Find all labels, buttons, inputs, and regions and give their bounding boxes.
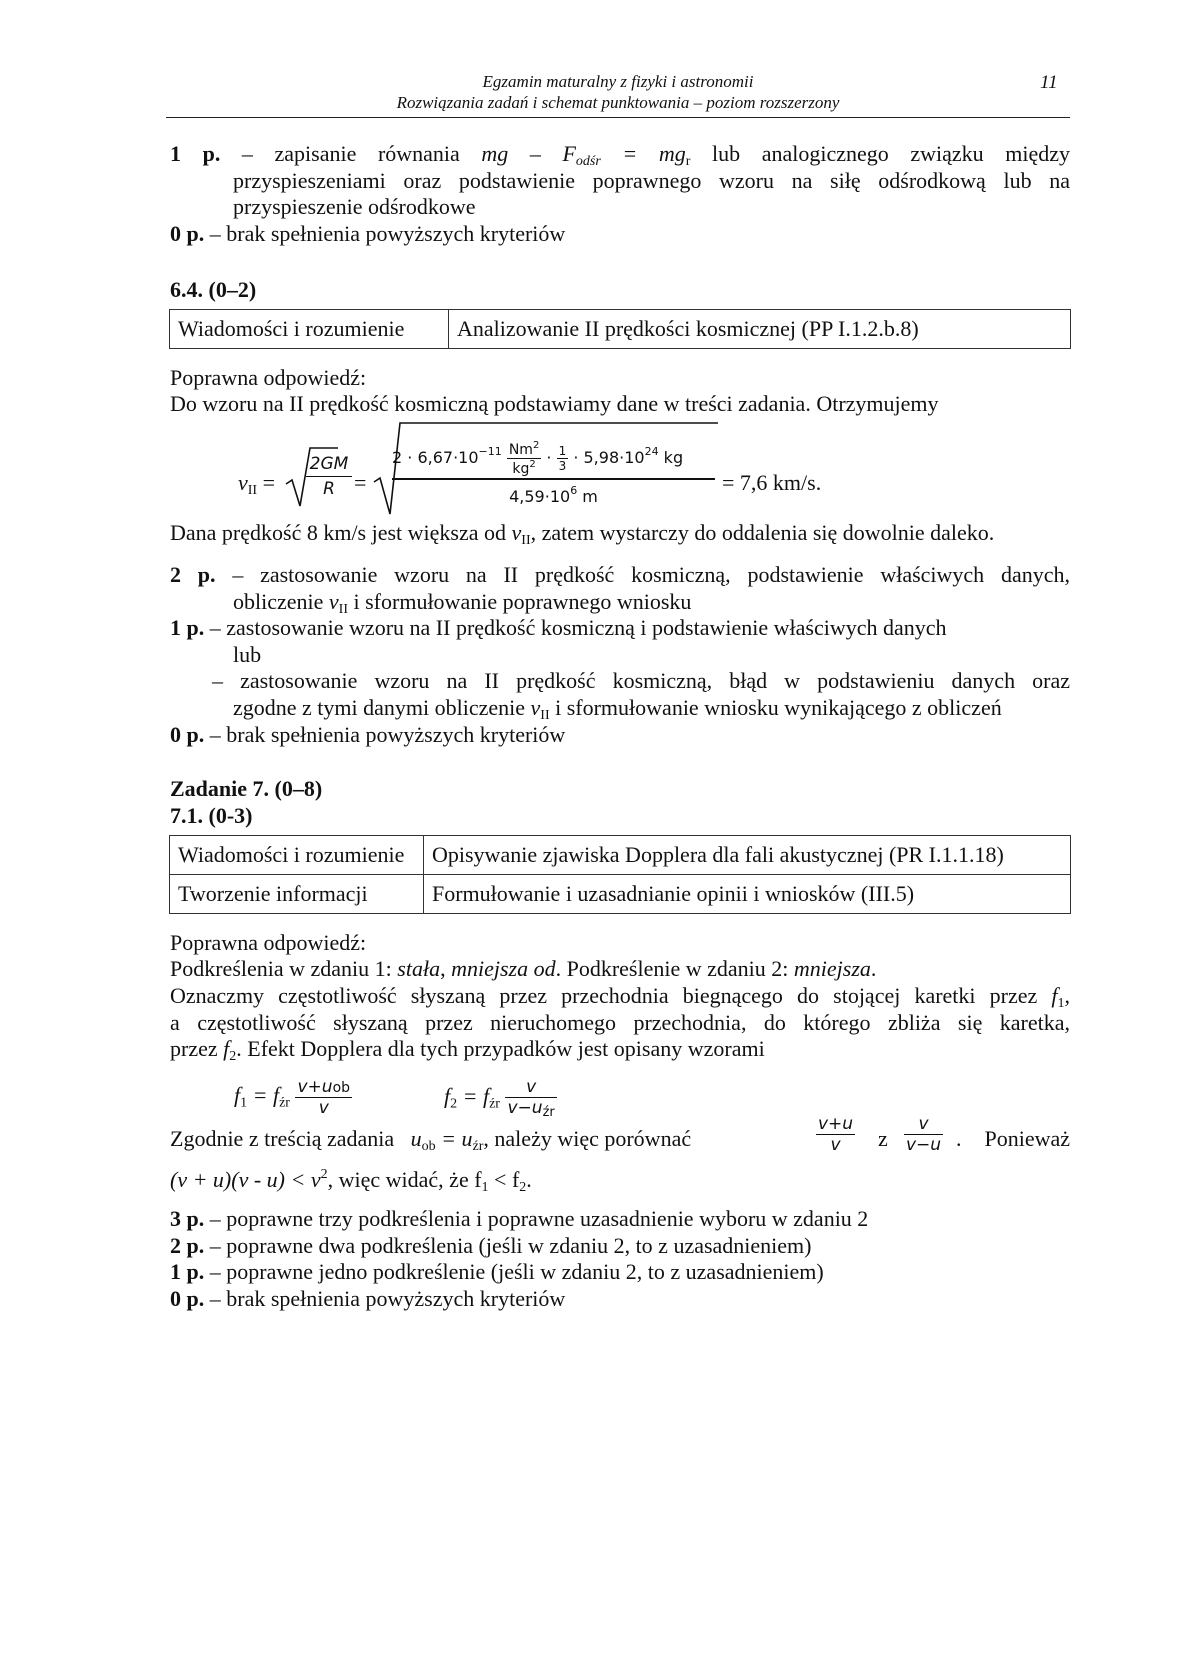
task-7-1-table <box>169 835 1071 914</box>
criterion-1p-or: lub <box>233 642 262 667</box>
criterion-0p: 0 p. – brak spełnienia powyższych kryteriów <box>170 221 566 246</box>
criterion-0p: 0 p. – brak spełnienia powyższych kryteriów <box>170 1286 566 1311</box>
criterion-1p-line1: 1 p. – zapisanie równania mg – $F_{odśr} = mg_r$ lub analogicznego związku między <box>170 141 1070 169</box>
table-cell: Formułowanie i uzasadnianie opinii i wniosków (III.5) <box>424 875 1071 914</box>
header-title: Egzamin maturalny z fizyki i astronomii <box>482 72 754 91</box>
answer-label: Poprawna odpowiedź: <box>170 930 367 955</box>
criterion-2p-line1: 2 p. – zastosowanie wzoru na II prędkość kosmiczną, podstawienie właściwych danych, <box>170 562 1070 587</box>
task-6-4-title: 6.4. (0–2) <box>170 277 257 302</box>
criterion-1p-line2: przyspieszeniami oraz podstawienie poprawnego wzoru na siłę odśrodkową lub na <box>233 168 1070 193</box>
criterion-0p: 0 p. – brak spełnienia powyższych kryteriów <box>170 722 566 747</box>
compare-z: z <box>878 1126 888 1151</box>
compare-fraction-2: $\frac{v}{v-u}$ <box>906 1114 942 1155</box>
formula-big-denominator: $4,59\cdot 10^6$ m <box>509 484 598 506</box>
criterion-2p-line2: obliczenie $v_{II}$ i sformułowanie poprawnego wniosku <box>233 589 692 617</box>
criterion-2p: 2 p. – poprawne dwa podkreślenia (jeśli w zdaniu 2, to z uzasadnieniem) <box>170 1233 812 1258</box>
formula-eq: = <box>354 470 367 495</box>
task-6-4-conclusion: Dana prędkość 8 km/s jest większa od $v_{II}$, zatem wystarczy do oddalenia się dowolnie daleko. <box>170 520 995 548</box>
compare-fraction-1: $\frac{v+u}{v}$ <box>818 1114 854 1155</box>
compare-ponieważ: . Ponieważ <box>956 1126 1070 1151</box>
task-7-compare: Zgodnie z treścią zadania $u_{ob} = u_{źr}$, należy więc porównać <box>170 1126 692 1154</box>
task-6-4-table <box>169 309 1071 349</box>
task-7-inequality: $(v + u)(v - u) < v^2$, więc widać, że $f_1 < f_2$. <box>170 1167 532 1195</box>
task-7-para-line3: przez $f_2$. Efekt Dopplera dla tych przypadków jest opisany wzorami <box>170 1036 765 1064</box>
task-7-para-line2: a częstotliwość słyszaną przez nieruchomego przechodnia, do którego zbliża się karetka, <box>170 1010 1070 1035</box>
formula-f1: $f_1 = f_{źr}$ $\frac{\text{v+uob}}{v}$ <box>234 1077 351 1118</box>
table-cell: Opisywanie zjawiska Dopplera dla fali akustycznej (PR I.1.1.18) <box>424 836 1071 875</box>
task-7-underlines: Podkreślenia w zdaniu 1: stała, mniejsza od. Podkreślenie w zdaniu 2: mniejsza. <box>170 956 877 981</box>
formula-lhs: $v_{II}$ = <box>238 470 276 498</box>
page-number: 11 <box>1040 72 1058 93</box>
formula-inner-fraction: 2GM R <box>306 454 352 499</box>
task-7-1-title: 7.1. (0-3) <box>170 803 253 828</box>
criterion-3p: 3 p. – poprawne trzy podkreślenia i poprawne uzasadnienie wyboru w zdaniu 2 <box>170 1206 869 1231</box>
formula-fraction-bar <box>392 478 715 480</box>
formula-big-numerator: $2 \cdot 6,67\cdot 10^{-11}$ $\frac{Nm^2}{kg^2}$ · $\frac{1}{3}$ · $5,98\cdot 10^{24}$ kg <box>392 440 684 477</box>
formula-result: = 7,6 km/s. <box>722 470 822 495</box>
criterion-1p-line4: zgodne z tymi danymi obliczenie $v_{II}$ i sformułowanie wniosku wynikającego z obliczeń <box>233 695 1002 723</box>
header-subtitle: Rozwiązania zadań i schemat punktowania – poziom rozszerzony <box>396 93 840 112</box>
criterion-1p-line1: 1 p. – zastosowanie wzoru na II prędkość kosmiczną i podstawienie właściwych danych <box>170 615 947 640</box>
table-cell: Tworzenie informacji <box>170 875 424 914</box>
criterion-1p-line3: – zastosowanie wzoru na II prędkość kosmiczną, błąd w podstawieniu danych oraz <box>212 668 1070 693</box>
criterion-1p: 1 p. – poprawne jedno podkreślenie (jeśli w zdaniu 2, to z uzasadnieniem) <box>170 1259 824 1284</box>
task-6-4-intro: Do wzoru na II prędkość kosmiczną podstawiamy dane w treści zadania. Otrzymujemy <box>170 391 939 416</box>
task-7-para-line1: Oznaczmy częstotliwość słyszaną przez przechodnia biegnącego do stojącej karetki przez $f_1$, <box>170 983 1070 1011</box>
table-cell: Wiadomości i rozumienie <box>170 836 424 875</box>
task-7-title: Zadanie 7. (0–8) <box>170 776 323 801</box>
answer-label: Poprawna odpowiedź: <box>170 365 367 390</box>
header-rule <box>166 117 1070 118</box>
formula-f2: $f_2 = f_{źr}$ $\frac{v}{\text{v−uźr}}$ <box>444 1077 555 1120</box>
criterion-1p-line3: przyspieszenie odśrodkowe <box>233 194 476 219</box>
table-cell: Wiadomości i rozumienie <box>170 310 449 349</box>
table-cell: Analizowanie II prędkości kosmicznej (PP I.1.2.b.8) <box>449 310 1071 349</box>
